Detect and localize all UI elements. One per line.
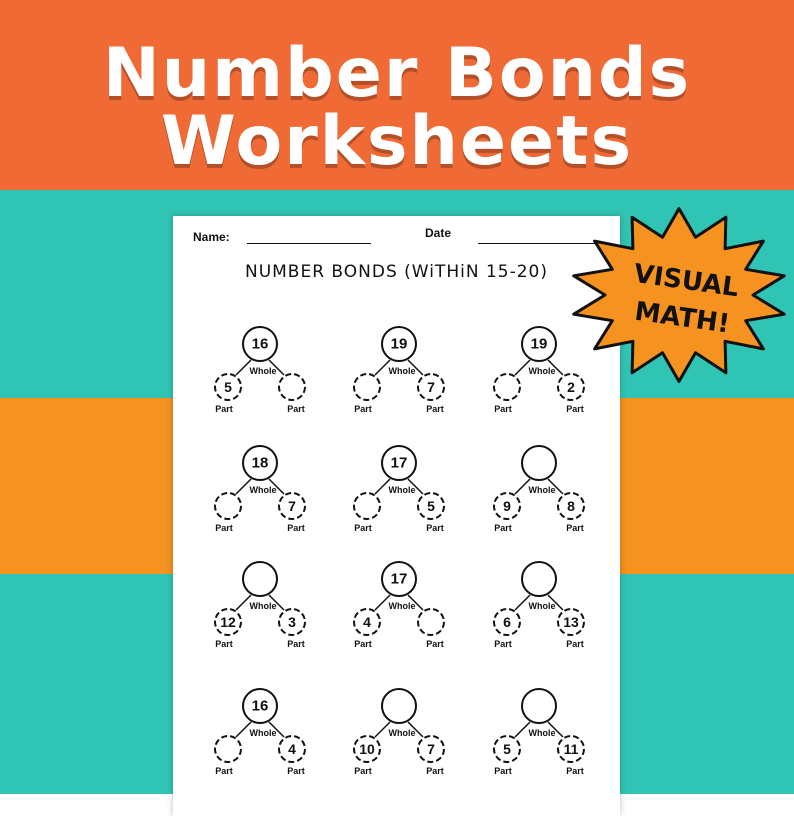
part-label-left: Part [494, 523, 512, 533]
part-value-left: 5 [503, 741, 511, 757]
part-label-right: Part [287, 639, 305, 649]
part-label-left: Part [354, 523, 372, 533]
part-value-right: 13 [563, 614, 579, 630]
part-value-left: 5 [224, 379, 232, 395]
part-value-right: 5 [427, 498, 435, 514]
whole-circle [522, 446, 556, 480]
whole-value: 17 [390, 454, 408, 472]
part-value-left: 9 [503, 498, 511, 514]
part-label-left: Part [215, 523, 233, 533]
part-value-right: 3 [288, 614, 296, 630]
whole-label: Whole [528, 728, 556, 738]
part-value-right: 2 [567, 379, 575, 395]
part-value-left: 10 [359, 741, 375, 757]
part-circle-left [215, 493, 241, 519]
whole-label: Whole [249, 366, 277, 376]
part-circle-left [494, 374, 520, 400]
whole-circle [522, 689, 556, 723]
badge-line1: VISUAL [631, 258, 741, 304]
banner-title-line2: Worksheets [160, 102, 634, 181]
part-label-left: Part [354, 639, 372, 649]
whole-value: 18 [251, 454, 269, 472]
part-label-right: Part [566, 404, 584, 414]
part-circle-left [354, 493, 380, 519]
whole-label: Whole [249, 601, 277, 611]
whole-value: 16 [251, 697, 269, 715]
whole-value: 17 [390, 570, 408, 588]
part-label-right: Part [287, 404, 305, 414]
part-circle-left [354, 374, 380, 400]
part-label-right: Part [426, 766, 444, 776]
whole-label: Whole [528, 366, 556, 376]
part-label-right: Part [566, 639, 584, 649]
whole-circle [382, 689, 416, 723]
whole-value: 19 [390, 335, 408, 353]
part-value-left: 6 [503, 614, 511, 630]
whole-label: Whole [528, 601, 556, 611]
whole-label: Whole [388, 485, 416, 495]
part-value-right: 4 [288, 741, 296, 757]
part-label-right: Part [566, 523, 584, 533]
part-value-right: 8 [567, 498, 575, 514]
whole-circle [522, 562, 556, 596]
visual-math-badge [566, 205, 792, 385]
whole-label: Whole [249, 485, 277, 495]
part-circle-left [215, 736, 241, 762]
part-label-right: Part [426, 639, 444, 649]
part-label-left: Part [494, 766, 512, 776]
whole-label: Whole [388, 366, 416, 376]
part-label-left: Part [354, 766, 372, 776]
part-label-left: Part [354, 404, 372, 414]
part-value-right: 7 [427, 379, 435, 395]
part-circle-right [279, 374, 305, 400]
worksheet-page [173, 216, 620, 816]
part-label-left: Part [215, 639, 233, 649]
part-value-left: 4 [363, 614, 371, 630]
part-label-right: Part [426, 523, 444, 533]
part-label-right: Part [426, 404, 444, 414]
part-value-right: 7 [288, 498, 296, 514]
whole-label: Whole [388, 728, 416, 738]
badge-line2: MATH! [632, 296, 732, 340]
whole-label: Whole [388, 601, 416, 611]
whole-label: Whole [249, 728, 277, 738]
part-label-left: Part [215, 404, 233, 414]
part-label-left: Part [494, 639, 512, 649]
part-value-right: 11 [563, 741, 579, 757]
part-label-right: Part [287, 766, 305, 776]
whole-circle [243, 562, 277, 596]
date-label: Date [425, 226, 452, 240]
part-label-left: Part [215, 766, 233, 776]
worksheet-title: NUMBER BONDS (WiTHiN 15-20) [244, 262, 549, 282]
part-label-right: Part [566, 766, 584, 776]
part-value-right: 7 [427, 741, 435, 757]
part-label-right: Part [287, 523, 305, 533]
part-label-left: Part [494, 404, 512, 414]
number-bonds-grid [173, 216, 620, 816]
whole-label: Whole [528, 485, 556, 495]
part-circle-right [418, 609, 444, 635]
banner-title-line1: Number Bonds [102, 34, 692, 113]
part-value-left: 12 [220, 614, 236, 630]
name-label: Name: [193, 230, 230, 244]
whole-value: 16 [251, 335, 269, 353]
whole-value: 19 [530, 335, 548, 353]
